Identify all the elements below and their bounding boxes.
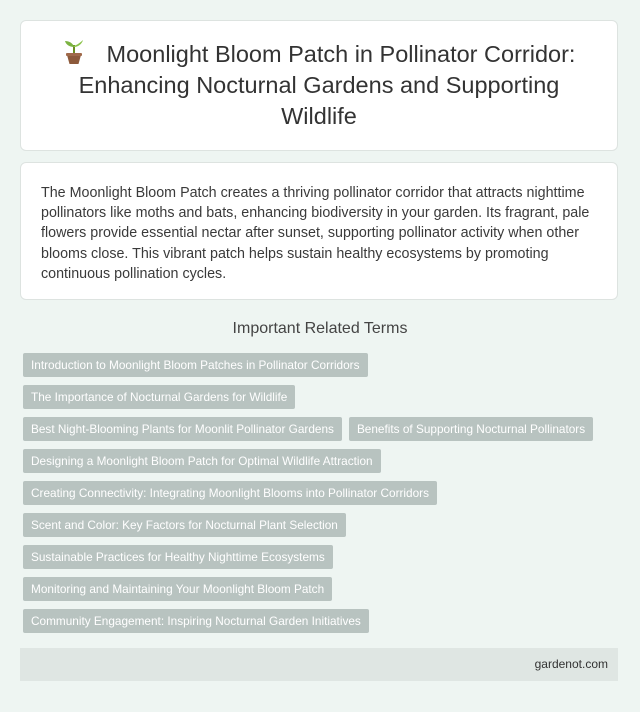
tag-row xyxy=(23,481,623,513)
tag-row xyxy=(23,513,623,545)
seedling-icon xyxy=(63,39,85,65)
title-card xyxy=(20,20,618,151)
tag-row xyxy=(23,577,623,609)
related-term-tag[interactable]: Introduction to Moonlight Bloom Patches in Pollinator Corridors xyxy=(23,353,368,377)
tag-row xyxy=(23,545,623,577)
tag-row xyxy=(23,353,623,385)
tag-row xyxy=(23,385,623,417)
related-term-tag[interactable]: Creating Connectivity: Integrating Moonlight Blooms into Pollinator Corridors xyxy=(23,481,437,505)
related-terms-list xyxy=(23,353,623,641)
related-term-tag[interactable]: Sustainable Practices for Healthy Nighttime Ecosystems xyxy=(23,545,333,569)
related-term-tag[interactable]: Benefits of Supporting Nocturnal Pollinators xyxy=(349,417,593,441)
tag-row xyxy=(23,609,623,641)
description-card xyxy=(20,162,618,300)
footer-site-link[interactable]: gardenot.com xyxy=(534,657,608,671)
tag-row xyxy=(23,417,623,449)
related-term-tag[interactable]: The Importance of Nocturnal Gardens for Wildlife xyxy=(23,385,295,409)
related-term-tag[interactable]: Best Night-Blooming Plants for Moonlit Pollinator Gardens xyxy=(23,417,342,441)
tag-row xyxy=(23,449,623,481)
related-term-tag[interactable]: Scent and Color: Key Factors for Nocturnal Plant Selection xyxy=(23,513,346,537)
footer xyxy=(20,648,618,681)
description-text: The Moonlight Bloom Patch creates a thriving pollinator corridor that attracts nighttime pollinators like moths and bats, enhancing biodiversity in your garden. Its fragrant, pale flowers provide essential nectar after sunset, supporting pollinator activity when other blooms close. This vibrant patch helps sustain healthy ecosystems by promoting continuous pollination cycles. xyxy=(41,185,590,282)
related-term-tag[interactable]: Community Engagement: Inspiring Nocturnal Garden Initiatives xyxy=(23,609,369,633)
related-term-tag[interactable]: Designing a Moonlight Bloom Patch for Optimal Wildlife Attraction xyxy=(23,449,381,473)
related-term-tag[interactable]: Monitoring and Maintaining Your Moonlight Bloom Patch xyxy=(23,577,332,601)
page-title xyxy=(51,39,587,132)
title-text: Moonlight Bloom Patch in Pollinator Corridor: Enhancing Nocturnal Gardens and Supporting Wildlife xyxy=(78,41,576,129)
related-terms-heading: Important Related Terms xyxy=(232,320,408,337)
